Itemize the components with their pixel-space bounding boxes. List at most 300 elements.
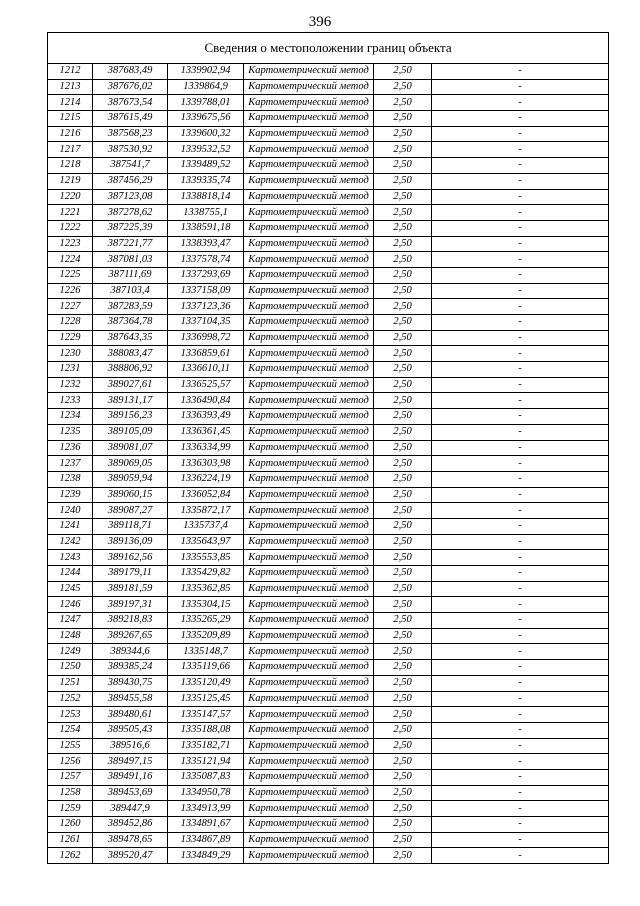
- y-coordinate-cell: 1337158,09: [168, 283, 244, 299]
- method-cell: Картометрический метод: [244, 95, 374, 111]
- table-row: [48, 644, 609, 660]
- x-coordinate-cell: 389491,16: [93, 769, 168, 785]
- y-coordinate-cell: 1337123,36: [168, 299, 244, 315]
- y-coordinate-cell: 1335120,49: [168, 675, 244, 691]
- method-cell: Картометрический метод: [244, 581, 374, 597]
- point-number-cell: 1252: [48, 691, 93, 707]
- description-cell: -: [432, 79, 609, 95]
- table-row: [48, 503, 609, 519]
- table-row: [48, 675, 609, 691]
- x-coordinate-cell: 387673,54: [93, 95, 168, 111]
- x-coordinate-cell: 389162,56: [93, 550, 168, 566]
- accuracy-cell: 2,50: [374, 707, 432, 723]
- accuracy-cell: 2,50: [374, 158, 432, 174]
- accuracy-cell: 2,50: [374, 487, 432, 503]
- description-cell: -: [432, 660, 609, 676]
- accuracy-cell: 2,50: [374, 409, 432, 425]
- table-row: [48, 205, 609, 221]
- description-cell: -: [432, 518, 609, 534]
- point-number-cell: 1234: [48, 409, 93, 425]
- point-number-cell: 1248: [48, 628, 93, 644]
- table-row: [48, 267, 609, 283]
- method-cell: Картометрический метод: [244, 534, 374, 550]
- accuracy-cell: 2,50: [374, 173, 432, 189]
- method-cell: Картометрический метод: [244, 409, 374, 425]
- table-row: [48, 518, 609, 534]
- description-cell: -: [432, 95, 609, 111]
- table-row: [48, 722, 609, 738]
- method-cell: Картометрический метод: [244, 315, 374, 331]
- point-number-cell: 1226: [48, 283, 93, 299]
- x-coordinate-cell: 389118,71: [93, 518, 168, 534]
- x-coordinate-cell: 387643,35: [93, 330, 168, 346]
- accuracy-cell: 2,50: [374, 566, 432, 582]
- y-coordinate-cell: 1336224,19: [168, 471, 244, 487]
- table-row: [48, 817, 609, 833]
- x-coordinate-cell: 389105,09: [93, 424, 168, 440]
- accuracy-cell: 2,50: [374, 613, 432, 629]
- method-cell: Картометрический метод: [244, 393, 374, 409]
- boundary-coordinates-table: [47, 32, 609, 864]
- x-coordinate-cell: 389179,11: [93, 566, 168, 582]
- x-coordinate-cell: 387530,92: [93, 142, 168, 158]
- description-cell: -: [432, 817, 609, 833]
- x-coordinate-cell: 389385,24: [93, 660, 168, 676]
- point-number-cell: 1247: [48, 613, 93, 629]
- point-number-cell: 1214: [48, 95, 93, 111]
- y-coordinate-cell: 1336393,49: [168, 409, 244, 425]
- method-cell: Картометрический метод: [244, 644, 374, 660]
- accuracy-cell: 2,50: [374, 503, 432, 519]
- description-cell: -: [432, 769, 609, 785]
- y-coordinate-cell: 1336998,72: [168, 330, 244, 346]
- accuracy-cell: 2,50: [374, 220, 432, 236]
- x-coordinate-cell: 387221,77: [93, 236, 168, 252]
- point-number-cell: 1261: [48, 832, 93, 848]
- point-number-cell: 1251: [48, 675, 93, 691]
- accuracy-cell: 2,50: [374, 754, 432, 770]
- description-cell: -: [432, 691, 609, 707]
- x-coordinate-cell: 389520,47: [93, 848, 168, 864]
- x-coordinate-cell: 389060,15: [93, 487, 168, 503]
- y-coordinate-cell: 1335119,66: [168, 660, 244, 676]
- description-cell: -: [432, 456, 609, 472]
- table-row: [48, 738, 609, 754]
- x-coordinate-cell: 387111,69: [93, 267, 168, 283]
- table-row: [48, 769, 609, 785]
- method-cell: Картометрический метод: [244, 707, 374, 723]
- point-number-cell: 1253: [48, 707, 93, 723]
- x-coordinate-cell: 387103,4: [93, 283, 168, 299]
- description-cell: -: [432, 644, 609, 660]
- method-cell: Картометрический метод: [244, 801, 374, 817]
- table-row: [48, 597, 609, 613]
- y-coordinate-cell: 1335121,94: [168, 754, 244, 770]
- x-coordinate-cell: 389197,31: [93, 597, 168, 613]
- description-cell: -: [432, 267, 609, 283]
- description-cell: -: [432, 346, 609, 362]
- method-cell: Картометрический метод: [244, 377, 374, 393]
- table-row: [48, 189, 609, 205]
- y-coordinate-cell: 1339335,74: [168, 173, 244, 189]
- point-number-cell: 1219: [48, 173, 93, 189]
- table-row: [48, 848, 609, 864]
- method-cell: Картометрический метод: [244, 205, 374, 221]
- point-number-cell: 1238: [48, 471, 93, 487]
- method-cell: Картометрический метод: [244, 628, 374, 644]
- y-coordinate-cell: 1336490,84: [168, 393, 244, 409]
- x-coordinate-cell: 389505,43: [93, 722, 168, 738]
- description-cell: -: [432, 393, 609, 409]
- y-coordinate-cell: 1336859,61: [168, 346, 244, 362]
- point-number-cell: 1222: [48, 220, 93, 236]
- y-coordinate-cell: 1334913,99: [168, 801, 244, 817]
- accuracy-cell: 2,50: [374, 377, 432, 393]
- table-row: [48, 377, 609, 393]
- accuracy-cell: 2,50: [374, 471, 432, 487]
- y-coordinate-cell: 1335148,7: [168, 644, 244, 660]
- accuracy-cell: 2,50: [374, 189, 432, 205]
- point-number-cell: 1215: [48, 111, 93, 127]
- y-coordinate-cell: 1339600,32: [168, 126, 244, 142]
- y-coordinate-cell: 1335304,15: [168, 597, 244, 613]
- table-row: [48, 707, 609, 723]
- y-coordinate-cell: 1335872,17: [168, 503, 244, 519]
- method-cell: Картометрический метод: [244, 220, 374, 236]
- point-number-cell: 1231: [48, 362, 93, 378]
- description-cell: -: [432, 111, 609, 127]
- description-cell: -: [432, 189, 609, 205]
- accuracy-cell: 2,50: [374, 393, 432, 409]
- description-cell: -: [432, 534, 609, 550]
- accuracy-cell: 2,50: [374, 722, 432, 738]
- description-cell: -: [432, 283, 609, 299]
- point-number-cell: 1223: [48, 236, 93, 252]
- description-cell: -: [432, 738, 609, 754]
- accuracy-cell: 2,50: [374, 660, 432, 676]
- point-number-cell: 1250: [48, 660, 93, 676]
- method-cell: Картометрический метод: [244, 252, 374, 268]
- method-cell: Картометрический метод: [244, 64, 374, 80]
- description-cell: -: [432, 126, 609, 142]
- point-number-cell: 1224: [48, 252, 93, 268]
- method-cell: Картометрический метод: [244, 267, 374, 283]
- point-number-cell: 1245: [48, 581, 93, 597]
- y-coordinate-cell: 1335182,71: [168, 738, 244, 754]
- accuracy-cell: 2,50: [374, 142, 432, 158]
- accuracy-cell: 2,50: [374, 299, 432, 315]
- point-number-cell: 1256: [48, 754, 93, 770]
- y-coordinate-cell: 1338393,47: [168, 236, 244, 252]
- y-coordinate-cell: 1339864,9: [168, 79, 244, 95]
- accuracy-cell: 2,50: [374, 518, 432, 534]
- description-cell: -: [432, 142, 609, 158]
- method-cell: Картометрический метод: [244, 236, 374, 252]
- x-coordinate-cell: 389181,59: [93, 581, 168, 597]
- x-coordinate-cell: 387683,49: [93, 64, 168, 80]
- description-cell: -: [432, 628, 609, 644]
- y-coordinate-cell: 1336361,45: [168, 424, 244, 440]
- y-coordinate-cell: 1337578,74: [168, 252, 244, 268]
- x-coordinate-cell: 389156,23: [93, 409, 168, 425]
- x-coordinate-cell: 387283,59: [93, 299, 168, 315]
- table-row: [48, 362, 609, 378]
- description-cell: -: [432, 832, 609, 848]
- description-cell: -: [432, 252, 609, 268]
- y-coordinate-cell: 1339675,56: [168, 111, 244, 127]
- table-row: [48, 299, 609, 315]
- x-coordinate-cell: 389453,69: [93, 785, 168, 801]
- description-cell: -: [432, 597, 609, 613]
- description-cell: -: [432, 550, 609, 566]
- table-row: [48, 173, 609, 189]
- x-coordinate-cell: 389497,15: [93, 754, 168, 770]
- method-cell: Картометрический метод: [244, 126, 374, 142]
- accuracy-cell: 2,50: [374, 330, 432, 346]
- accuracy-cell: 2,50: [374, 95, 432, 111]
- method-cell: Картометрический метод: [244, 566, 374, 582]
- table-row: [48, 409, 609, 425]
- description-cell: -: [432, 581, 609, 597]
- point-number-cell: 1232: [48, 377, 93, 393]
- accuracy-cell: 2,50: [374, 111, 432, 127]
- y-coordinate-cell: 1339532,52: [168, 142, 244, 158]
- y-coordinate-cell: 1336525,57: [168, 377, 244, 393]
- table-row: [48, 252, 609, 268]
- point-number-cell: 1259: [48, 801, 93, 817]
- method-cell: Картометрический метод: [244, 754, 374, 770]
- table-row: [48, 581, 609, 597]
- accuracy-cell: 2,50: [374, 597, 432, 613]
- method-cell: Картометрический метод: [244, 471, 374, 487]
- description-cell: -: [432, 299, 609, 315]
- description-cell: -: [432, 409, 609, 425]
- y-coordinate-cell: 1339489,52: [168, 158, 244, 174]
- x-coordinate-cell: 387364,78: [93, 315, 168, 331]
- point-number-cell: 1254: [48, 722, 93, 738]
- accuracy-cell: 2,50: [374, 440, 432, 456]
- method-cell: Картометрический метод: [244, 362, 374, 378]
- y-coordinate-cell: 1339902,94: [168, 64, 244, 80]
- table-row: [48, 660, 609, 676]
- point-number-cell: 1233: [48, 393, 93, 409]
- accuracy-cell: 2,50: [374, 456, 432, 472]
- x-coordinate-cell: 389516,6: [93, 738, 168, 754]
- accuracy-cell: 2,50: [374, 801, 432, 817]
- method-cell: Картометрический метод: [244, 299, 374, 315]
- table-row: [48, 613, 609, 629]
- x-coordinate-cell: 387081,03: [93, 252, 168, 268]
- point-number-cell: 1221: [48, 205, 93, 221]
- x-coordinate-cell: 387615,49: [93, 111, 168, 127]
- x-coordinate-cell: 387568,23: [93, 126, 168, 142]
- point-number-cell: 1213: [48, 79, 93, 95]
- point-number-cell: 1262: [48, 848, 93, 864]
- method-cell: Картометрический метод: [244, 785, 374, 801]
- accuracy-cell: 2,50: [374, 644, 432, 660]
- x-coordinate-cell: 389452,86: [93, 817, 168, 833]
- method-cell: Картометрический метод: [244, 142, 374, 158]
- table-row: [48, 393, 609, 409]
- x-coordinate-cell: 388806,92: [93, 362, 168, 378]
- method-cell: Картометрический метод: [244, 173, 374, 189]
- method-cell: Картометрический метод: [244, 691, 374, 707]
- table-row: [48, 330, 609, 346]
- accuracy-cell: 2,50: [374, 362, 432, 378]
- description-cell: -: [432, 471, 609, 487]
- x-coordinate-cell: 389136,09: [93, 534, 168, 550]
- table-row: [48, 754, 609, 770]
- table-row: [48, 832, 609, 848]
- accuracy-cell: 2,50: [374, 769, 432, 785]
- x-coordinate-cell: 389081,07: [93, 440, 168, 456]
- description-cell: -: [432, 424, 609, 440]
- y-coordinate-cell: 1335188,08: [168, 722, 244, 738]
- table-row: [48, 158, 609, 174]
- table-row: [48, 142, 609, 158]
- method-cell: Картометрический метод: [244, 283, 374, 299]
- y-coordinate-cell: 1335429,82: [168, 566, 244, 582]
- point-number-cell: 1243: [48, 550, 93, 566]
- accuracy-cell: 2,50: [374, 628, 432, 644]
- table-row: [48, 550, 609, 566]
- point-number-cell: 1217: [48, 142, 93, 158]
- point-number-cell: 1236: [48, 440, 93, 456]
- accuracy-cell: 2,50: [374, 79, 432, 95]
- description-cell: -: [432, 362, 609, 378]
- point-number-cell: 1249: [48, 644, 93, 660]
- x-coordinate-cell: 389344,6: [93, 644, 168, 660]
- accuracy-cell: 2,50: [374, 738, 432, 754]
- table-row: [48, 471, 609, 487]
- point-number-cell: 1242: [48, 534, 93, 550]
- y-coordinate-cell: 1336303,98: [168, 456, 244, 472]
- table-row: [48, 283, 609, 299]
- table-row: [48, 64, 609, 80]
- method-cell: Картометрический метод: [244, 487, 374, 503]
- point-number-cell: 1258: [48, 785, 93, 801]
- accuracy-cell: 2,50: [374, 832, 432, 848]
- table-row: [48, 691, 609, 707]
- point-number-cell: 1235: [48, 424, 93, 440]
- accuracy-cell: 2,50: [374, 817, 432, 833]
- accuracy-cell: 2,50: [374, 126, 432, 142]
- description-cell: -: [432, 675, 609, 691]
- x-coordinate-cell: 387123,08: [93, 189, 168, 205]
- accuracy-cell: 2,50: [374, 675, 432, 691]
- table-row: [48, 487, 609, 503]
- x-coordinate-cell: 389087,27: [93, 503, 168, 519]
- method-cell: Картометрический метод: [244, 424, 374, 440]
- point-number-cell: 1225: [48, 267, 93, 283]
- method-cell: Картометрический метод: [244, 722, 374, 738]
- point-number-cell: 1237: [48, 456, 93, 472]
- table-row: [48, 95, 609, 111]
- table-row: [48, 315, 609, 331]
- description-cell: -: [432, 707, 609, 723]
- method-cell: Картометрический метод: [244, 158, 374, 174]
- table-row: [48, 126, 609, 142]
- description-cell: -: [432, 848, 609, 864]
- accuracy-cell: 2,50: [374, 315, 432, 331]
- y-coordinate-cell: 1335125,45: [168, 691, 244, 707]
- description-cell: -: [432, 377, 609, 393]
- point-number-cell: 1257: [48, 769, 93, 785]
- accuracy-cell: 2,50: [374, 424, 432, 440]
- x-coordinate-cell: 387278,62: [93, 205, 168, 221]
- accuracy-cell: 2,50: [374, 691, 432, 707]
- method-cell: Картометрический метод: [244, 79, 374, 95]
- table-row: [48, 424, 609, 440]
- description-cell: -: [432, 64, 609, 80]
- point-number-cell: 1216: [48, 126, 93, 142]
- y-coordinate-cell: 1335209,89: [168, 628, 244, 644]
- table-row: [48, 785, 609, 801]
- description-cell: -: [432, 220, 609, 236]
- y-coordinate-cell: 1338818,14: [168, 189, 244, 205]
- y-coordinate-cell: 1334950,78: [168, 785, 244, 801]
- accuracy-cell: 2,50: [374, 64, 432, 80]
- method-cell: Картометрический метод: [244, 111, 374, 127]
- table-title: Сведения о местоположении границ объекта: [48, 33, 609, 64]
- method-cell: Картометрический метод: [244, 597, 374, 613]
- y-coordinate-cell: 1335087,83: [168, 769, 244, 785]
- accuracy-cell: 2,50: [374, 534, 432, 550]
- description-cell: -: [432, 785, 609, 801]
- table-row: [48, 236, 609, 252]
- x-coordinate-cell: 387541,7: [93, 158, 168, 174]
- point-number-cell: 1260: [48, 817, 93, 833]
- y-coordinate-cell: 1336052,84: [168, 487, 244, 503]
- y-coordinate-cell: 1335737,4: [168, 518, 244, 534]
- table-row: [48, 111, 609, 127]
- y-coordinate-cell: 1338591,18: [168, 220, 244, 236]
- point-number-cell: 1241: [48, 518, 93, 534]
- description-cell: -: [432, 158, 609, 174]
- method-cell: Картометрический метод: [244, 848, 374, 864]
- method-cell: Картометрический метод: [244, 832, 374, 848]
- description-cell: -: [432, 440, 609, 456]
- description-cell: -: [432, 173, 609, 189]
- accuracy-cell: 2,50: [374, 346, 432, 362]
- table-row: [48, 566, 609, 582]
- x-coordinate-cell: 389059,94: [93, 471, 168, 487]
- x-coordinate-cell: 389218,83: [93, 613, 168, 629]
- accuracy-cell: 2,50: [374, 283, 432, 299]
- description-cell: -: [432, 330, 609, 346]
- method-cell: Картометрический метод: [244, 189, 374, 205]
- method-cell: Картометрический метод: [244, 518, 374, 534]
- accuracy-cell: 2,50: [374, 848, 432, 864]
- point-number-cell: 1220: [48, 189, 93, 205]
- table-row: [48, 628, 609, 644]
- description-cell: -: [432, 801, 609, 817]
- accuracy-cell: 2,50: [374, 550, 432, 566]
- point-number-cell: 1227: [48, 299, 93, 315]
- y-coordinate-cell: 1335147,57: [168, 707, 244, 723]
- x-coordinate-cell: 389478,65: [93, 832, 168, 848]
- description-cell: -: [432, 487, 609, 503]
- method-cell: Картометрический метод: [244, 660, 374, 676]
- accuracy-cell: 2,50: [374, 267, 432, 283]
- x-coordinate-cell: 387456,29: [93, 173, 168, 189]
- y-coordinate-cell: 1334849,29: [168, 848, 244, 864]
- method-cell: Картометрический метод: [244, 456, 374, 472]
- method-cell: Картометрический метод: [244, 675, 374, 691]
- accuracy-cell: 2,50: [374, 236, 432, 252]
- point-number-cell: 1212: [48, 64, 93, 80]
- point-number-cell: 1244: [48, 566, 93, 582]
